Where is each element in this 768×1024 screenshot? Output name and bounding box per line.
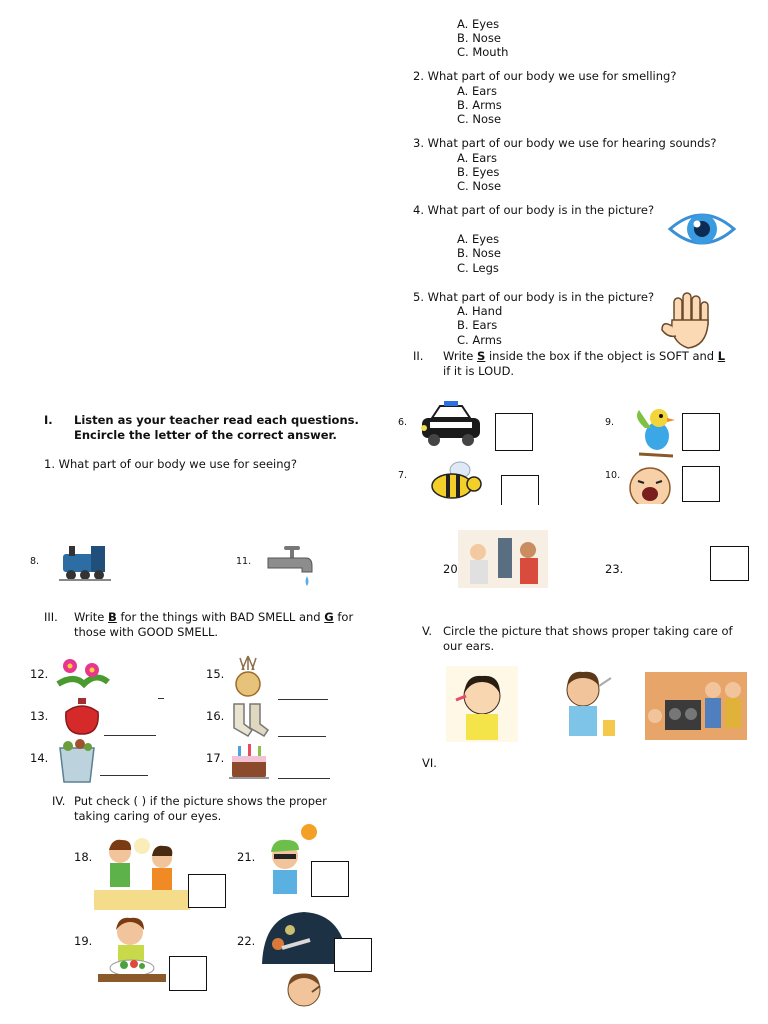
q3-choice-a: A. Ears — [457, 151, 498, 165]
flower-icon — [54, 654, 112, 692]
section-ii-roman: II. — [413, 349, 424, 363]
section-iv-line1: Put check ( ) if the picture shows the proper — [74, 794, 327, 808]
onion-icon — [228, 652, 268, 698]
section-vi-roman: VI. — [422, 756, 437, 770]
q1-choice-a: A. Eyes — [457, 17, 500, 31]
bee-icon — [424, 458, 490, 502]
section-v-roman: V. — [422, 624, 433, 638]
perfume-bottle-icon — [60, 696, 104, 736]
police-car-icon — [418, 398, 484, 450]
question-2: 2. What part of our body we use for smelling? — [413, 69, 677, 83]
answer-line-17[interactable] — [278, 778, 330, 779]
answer-line-16[interactable] — [278, 736, 326, 737]
item-21-number: 21. — [237, 850, 256, 864]
q4-choice-b: B. Nose — [457, 246, 501, 260]
section-iii-roman: III. — [44, 610, 58, 624]
hand-icon — [658, 290, 716, 352]
q2-choice-c: C. Nose — [457, 112, 502, 126]
eye-doctor-icon — [458, 530, 548, 588]
q1-choice-b: B. Nose — [457, 31, 501, 45]
item-20-number: 20 — [443, 562, 458, 576]
question-3: 3. What part of our body we use for hearing sounds? — [413, 136, 717, 150]
item-23-number: 23. — [605, 562, 624, 576]
loud-music-icon[interactable] — [645, 672, 747, 740]
item-14-number: 14. — [30, 751, 49, 765]
q5-choice-b: B. Ears — [457, 318, 498, 332]
answer-box-22[interactable] — [334, 938, 372, 972]
item-7-number: 7. — [398, 470, 408, 481]
socks-icon — [228, 702, 270, 738]
section-ii-instruction: Write S inside the box if the object is SOFT and L — [443, 349, 726, 363]
answer-box-18[interactable] — [188, 874, 226, 908]
answer-box-6[interactable] — [495, 413, 533, 451]
section-v-line2: our ears. — [443, 639, 495, 653]
girl-eating-vegetables-icon — [94, 910, 170, 986]
q4-choice-c: C. Legs — [457, 261, 499, 275]
girl-cleaning-ear-icon[interactable] — [446, 666, 518, 742]
item-6-number: 6. — [398, 417, 408, 428]
item-17-number: 17. — [206, 751, 225, 765]
item-15-number: 15. — [206, 667, 225, 681]
item-10-number: 10. — [605, 470, 621, 481]
item-22-number: 22. — [237, 934, 256, 948]
question-1: 1. What part of our body we use for seeing? — [44, 457, 297, 471]
boy-cleaning-ear-icon[interactable] — [553, 664, 623, 742]
section-iii-instruction: Write B for the things with BAD SMELL and G for — [74, 610, 354, 624]
answer-line-13[interactable] — [104, 735, 156, 736]
item-9-number: 9. — [605, 417, 615, 428]
item-19-number: 19. — [74, 934, 93, 948]
crying-baby-icon — [622, 464, 678, 504]
faucet-icon — [264, 542, 316, 590]
item-13-number: 13. — [30, 709, 49, 723]
section-iii-instruction-line2: those with GOOD SMELL. — [74, 625, 219, 639]
answer-line-14[interactable] — [100, 775, 148, 776]
birthday-cake-icon — [226, 740, 272, 782]
item-16-number: 16. — [206, 709, 225, 723]
answer-box-19[interactable] — [169, 956, 207, 991]
question-4: 4. What part of our body is in the picture? — [413, 203, 655, 217]
q1-choice-c: C. Mouth — [457, 45, 509, 59]
answer-box-9[interactable] — [682, 413, 720, 451]
q2-choice-b: B. Arms — [457, 98, 502, 112]
answer-box-7[interactable] — [501, 475, 539, 505]
q5-choice-c: C. Arms — [457, 333, 502, 347]
section-iv-roman: IV. — [52, 794, 66, 808]
q3-choice-c: C. Nose — [457, 179, 502, 193]
bird-icon — [629, 398, 683, 460]
item-12-number: 12. — [30, 667, 49, 681]
q3-choice-b: B. Eyes — [457, 165, 500, 179]
q2-choice-a: A. Ears — [457, 84, 498, 98]
section-ii-instruction-line2: if it is LOUD. — [443, 364, 515, 378]
section-iv-line2: taking caring of our eyes. — [74, 809, 222, 823]
answer-box-21[interactable] — [311, 861, 349, 897]
answer-box-10[interactable] — [682, 466, 720, 502]
q5-choice-a: A. Hand — [457, 304, 503, 318]
item-8-number: 8. — [30, 556, 40, 567]
section-i-roman: I. — [44, 413, 53, 427]
section-v-line1: Circle the picture that shows proper taking care of — [443, 624, 733, 638]
question-5: 5. What part of our body is in the picture? — [413, 290, 655, 304]
section-i-line2: Encircle the letter of the correct answer. — [74, 428, 337, 442]
item-11-number: 11. — [236, 556, 252, 567]
train-icon — [57, 540, 113, 584]
section-i-line1: Listen as your teacher read each questions. — [74, 413, 359, 427]
answer-line-15[interactable] — [278, 699, 328, 700]
item-18-number: 18. — [74, 850, 93, 864]
eye-icon — [667, 205, 737, 253]
q4-choice-a: A. Eyes — [457, 232, 500, 246]
answer-line-12[interactable] — [158, 698, 164, 699]
answer-box-23[interactable] — [710, 546, 749, 581]
kids-playing-sand-icon — [94, 830, 190, 910]
trash-can-icon — [56, 738, 98, 784]
